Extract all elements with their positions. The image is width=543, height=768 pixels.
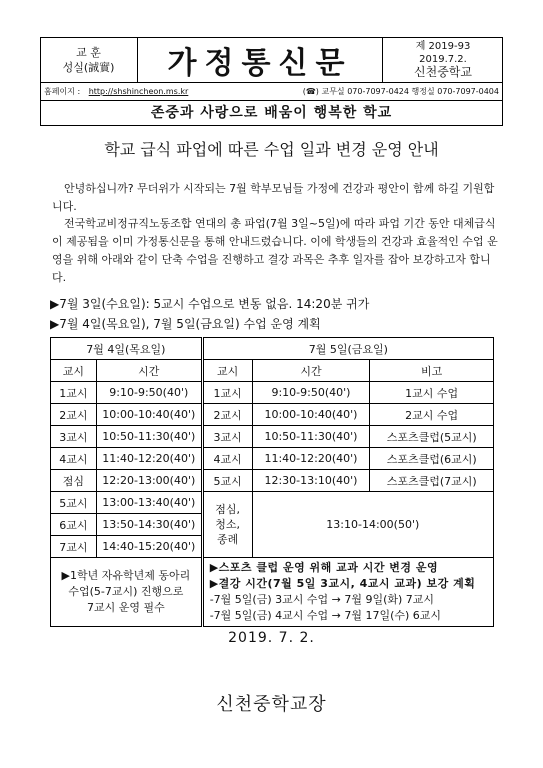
note-cell: 1교시 수업: [370, 382, 494, 404]
lunch-label: 점심,: [215, 503, 241, 516]
day1-header: 7월 4일(목요일): [51, 338, 203, 360]
col-period: 교시: [51, 360, 97, 382]
period-cell: 3교시: [51, 426, 97, 448]
time-cell: 13:00-13:40(40'): [96, 492, 202, 514]
notice-paragraph: 전국학교비정규직노동조합 연대의 총 파업(7월 3일~5일)에 따라 파업 기간 동안 대체급식이 제공됨을 이미 가정통신문을 통해 안내드렸습니다. 이에 학생들의 건강과 효율적인 수업 운영을 위해 아래와 같이 단축 수업을 진행하고 결강 과목은 추후 일자를 잡아 보강하고자 합니다.: [52, 217, 498, 284]
period-cell: 5교시: [202, 470, 252, 492]
col-period: 교시: [202, 360, 252, 382]
time-cell: 13:10-14:00(50'): [252, 492, 493, 558]
note-line: -7월 5일(금) 3교시 수업 → 7월 9일(화) 7교시: [209, 593, 435, 606]
cleanup-label: 청소,: [215, 518, 241, 531]
homepage-link[interactable]: http://shshincheon.ms.kr: [88, 87, 189, 96]
motto-cell: [40, 37, 138, 82]
motto-label: 교 훈: [76, 45, 101, 59]
note-line: ▶결강 시간(7월 5일 3교시, 4교시 교과) 보강 계획: [209, 577, 476, 590]
bullet-july-4-5: ▶7월 4일(목요일), 7월 5일(금요일) 수업 운영 계획: [50, 317, 321, 331]
phone-numbers: (☎) 교무실 070-7097-0424 행정실 070-7097-0404: [302, 87, 499, 96]
note-cell: 스포츠클럽(5교시): [370, 426, 494, 448]
dismissal-label: 종례: [217, 533, 239, 546]
school-slogan: 존중과 사랑으로 배움이 행복한 학교: [150, 105, 393, 121]
schedule-table: [50, 337, 494, 627]
table-row: [51, 404, 494, 426]
principal-signature: 신천중학교장: [216, 694, 327, 715]
table-row: [51, 448, 494, 470]
contact-line: [44, 84, 501, 99]
note-line: 7교시 운영 필수: [86, 601, 165, 614]
issue-cell: [383, 37, 503, 82]
lunch-cleanup-cell: [202, 492, 252, 558]
time-cell: 10:00-10:40(40'): [252, 404, 370, 426]
time-cell: 10:50-11:30(40'): [96, 426, 202, 448]
newsletter-title: 가정통신문: [138, 37, 383, 82]
homepage-label: 홈페이지 :: [44, 87, 81, 96]
period-cell: 7교시: [51, 536, 97, 558]
time-cell: 10:00-10:40(40'): [96, 404, 202, 426]
time-cell: 9:10-9:50(40'): [96, 382, 202, 404]
col-note: 비고: [370, 360, 494, 382]
issue-date: 2019.7.2.: [419, 54, 467, 65]
time-cell: 9:10-9:50(40'): [252, 382, 370, 404]
issue-number: 제 2019-93: [415, 41, 471, 52]
time-cell: 11:40-12:20(40'): [252, 448, 370, 470]
day1-note: [51, 558, 203, 627]
note-cell: 2교시 수업: [370, 404, 494, 426]
time-cell: 10:50-11:30(40'): [252, 426, 370, 448]
note-line: 수업(5-7교시) 진행으로: [68, 585, 184, 598]
bullet-july-3: ▶7월 3일(수요일): 5교시 수업으로 변동 없음. 14:20분 귀가: [50, 297, 370, 311]
period-cell: 1교시: [202, 382, 252, 404]
col-time: 시간: [252, 360, 370, 382]
header-divider: [40, 82, 503, 83]
time-cell: 12:20-13:00(40'): [96, 470, 202, 492]
col-time: 시간: [96, 360, 202, 382]
table-row: [51, 382, 494, 404]
greeting-paragraph: 안녕하십니까? 무더위가 시작되는 7월 학부모님들 가정에 건강과 평안이 함께 하길 기원합니다.: [52, 182, 495, 213]
period-cell: 3교시: [202, 426, 252, 448]
period-cell: 점심: [51, 470, 97, 492]
note-line: -7월 5일(금) 4교시 수업 → 7월 17일(수) 6교시: [209, 609, 442, 622]
document-title: 학교 급식 파업에 따른 수업 일과 변경 운영 안내: [104, 140, 439, 159]
table-row: [51, 470, 494, 492]
table-row: [51, 492, 494, 514]
day2-header: 7월 5일(금요일): [202, 338, 493, 360]
period-cell: 2교시: [51, 404, 97, 426]
period-cell: 4교시: [51, 448, 97, 470]
period-cell: 6교시: [51, 514, 97, 536]
time-cell: 11:40-12:20(40'): [96, 448, 202, 470]
table-row: [51, 426, 494, 448]
note-cell: 스포츠클럽(6교시): [370, 448, 494, 470]
issue-date-footer: 2019. 7. 2.: [228, 630, 315, 646]
day2-note: [202, 558, 493, 627]
motto-text: 성실(誠實): [62, 60, 115, 74]
period-cell: 2교시: [202, 404, 252, 426]
period-cell: 5교시: [51, 492, 97, 514]
note-line: ▶스포츠 클럽 운영 위해 교과 시간 변경 운영: [209, 561, 439, 574]
note-cell: 스포츠클럽(7교시): [370, 470, 494, 492]
time-cell: 14:40-15:20(40'): [96, 536, 202, 558]
issuer-school: 신천중학교: [414, 65, 472, 79]
period-cell: 4교시: [202, 448, 252, 470]
time-cell: 12:30-13:10(40'): [252, 470, 370, 492]
notes-row: [51, 558, 494, 627]
note-line: ▶1학년 자유학년제 동아리: [61, 569, 191, 582]
time-cell: 13:50-14:30(40'): [96, 514, 202, 536]
period-cell: 1교시: [51, 382, 97, 404]
